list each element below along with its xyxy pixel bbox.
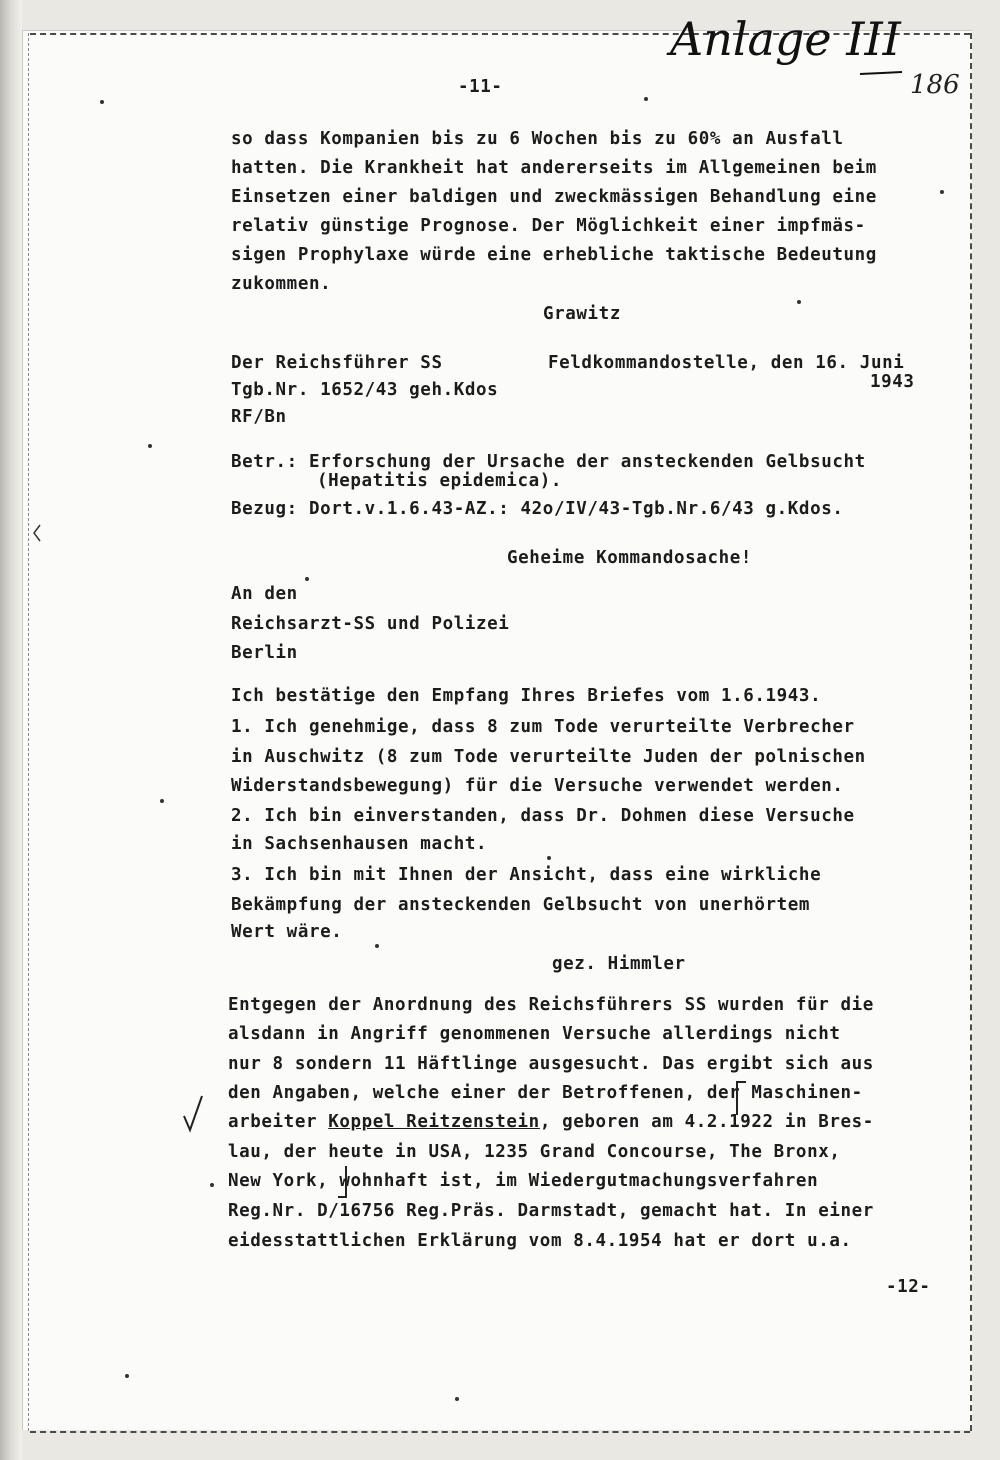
pen-bracket-close	[338, 1166, 347, 1198]
text-line: relativ günstige Prognose. Der Möglichkeit einer impfmäs-	[231, 216, 866, 236]
signature-grawitz: Grawitz	[543, 304, 621, 324]
letter-place-date: Feldkommandostelle, den 16. Juni	[548, 353, 905, 373]
binder-edge	[0, 0, 22, 1460]
letter-reference: Bezug: Dort.v.1.6.43-AZ.: 42o/IV/43-Tgb.Nr.6/43 g.Kdos.	[231, 499, 844, 519]
page-number: -11-	[458, 77, 503, 97]
text-line: so dass Kompanien bis zu 6 Wochen bis zu 60% an Ausfall	[231, 129, 844, 149]
speck	[160, 799, 164, 803]
text-line: eidesstattlichen Erklärung vom 8.4.1954 hat er dort u.a.	[228, 1231, 852, 1251]
perforation-right	[970, 33, 972, 1431]
speck	[125, 1374, 129, 1378]
address-line: Reichsarzt-SS und Polizei	[231, 614, 510, 634]
speck	[305, 577, 309, 581]
perforation-bottom	[30, 1431, 970, 1433]
text-fragment: , geboren am 4.2.1922 in Bres-	[539, 1112, 874, 1132]
speck	[940, 190, 944, 194]
speck	[644, 97, 648, 101]
speck	[455, 1397, 459, 1401]
handwritten-annotation	[670, 12, 970, 102]
text-line: den Angaben, welche einer der Betroffenen, der Maschinen-	[228, 1083, 863, 1103]
pen-tick-icon	[30, 523, 44, 543]
text-line: New York, wohnhaft ist, im Wiedergutmachungsverfahren	[228, 1171, 819, 1191]
text-line: Entgegen der Anordnung des Reichsführers SS wurden für die	[228, 995, 874, 1015]
text-line: hatten. Die Krankheit hat andererseits im Allgemeinen beim	[231, 158, 877, 178]
check-mark-icon	[182, 1094, 206, 1134]
speck	[210, 1183, 214, 1187]
text-line	[228, 1111, 874, 1133]
text-line: in Auschwitz (8 zum Tode verurteilte Juden der polnischen	[231, 747, 866, 767]
text-line: 2. Ich bin einverstanden, dass Dr. Dohmen diese Versuche	[231, 806, 855, 826]
text-line: Reg.Nr. D/16756 Reg.Präs. Darmstadt, gemacht hat. In einer	[228, 1201, 874, 1221]
letter-year: 1943	[870, 372, 915, 392]
text-line: Widerstandsbewegung) für die Versuche verwendet werden.	[231, 776, 844, 796]
text-fragment: arbeiter	[228, 1112, 329, 1132]
text-line: Ich bestätige den Empfang Ihres Briefes vom 1.6.1943.	[231, 686, 822, 706]
text-line: Bekämpfung der ansteckenden Gelbsucht von unerhörtem	[231, 895, 811, 915]
underlined-name: Koppel Reitzenstein	[328, 1112, 540, 1132]
address-line: Berlin	[231, 643, 298, 663]
speck	[148, 444, 152, 448]
signature-himmler: gez. Himmler	[552, 954, 686, 974]
text-line: alsdann in Angriff genommenen Versuche allerdings nicht	[228, 1024, 841, 1044]
letter-sender: Der Reichsführer SS	[231, 353, 443, 373]
text-line: zukommen.	[231, 274, 332, 294]
speck	[375, 944, 379, 948]
handwritten-annex-label: Anlage III	[670, 12, 901, 66]
next-page-marker: -12-	[886, 1277, 931, 1297]
letter-subject-cont: (Hepatitis epidemica).	[317, 471, 562, 491]
speck	[547, 856, 551, 860]
letter-reference-number: Tgb.Nr. 1652/43 geh.Kdos	[231, 380, 499, 400]
text-line: Wert wäre.	[231, 922, 343, 942]
speck	[100, 100, 104, 104]
text-line: 3. Ich bin mit Ihnen der Ansicht, dass eine wirkliche	[231, 865, 822, 885]
text-line: in Sachsenhausen macht.	[231, 834, 488, 854]
classification-label: Geheime Kommandosache!	[507, 548, 752, 568]
text-line: lau, der heute in USA, 1235 Grand Concourse, The Bronx,	[228, 1142, 841, 1162]
text-line: 1. Ich genehmige, dass 8 zum Tode verurteilte Verbrecher	[231, 717, 855, 737]
letter-subject: Betr.: Erforschung der Ursache der ansteckenden Gelbsucht	[231, 452, 866, 472]
perforation-left	[28, 33, 29, 1431]
handwritten-page-number: 186	[910, 70, 960, 100]
pen-bracket-open	[736, 1081, 746, 1115]
address-line: An den	[231, 584, 298, 604]
text-line: sigen Prophylaxe würde eine erhebliche taktische Bedeutung	[231, 245, 877, 265]
letter-initials: RF/Bn	[231, 407, 287, 427]
speck	[797, 300, 801, 304]
text-line: Einsetzen einer baldigen und zweckmässigen Behandlung eine	[231, 187, 877, 207]
text-line: nur 8 sondern 11 Häftlinge ausgesucht. Das ergibt sich aus	[228, 1054, 874, 1074]
